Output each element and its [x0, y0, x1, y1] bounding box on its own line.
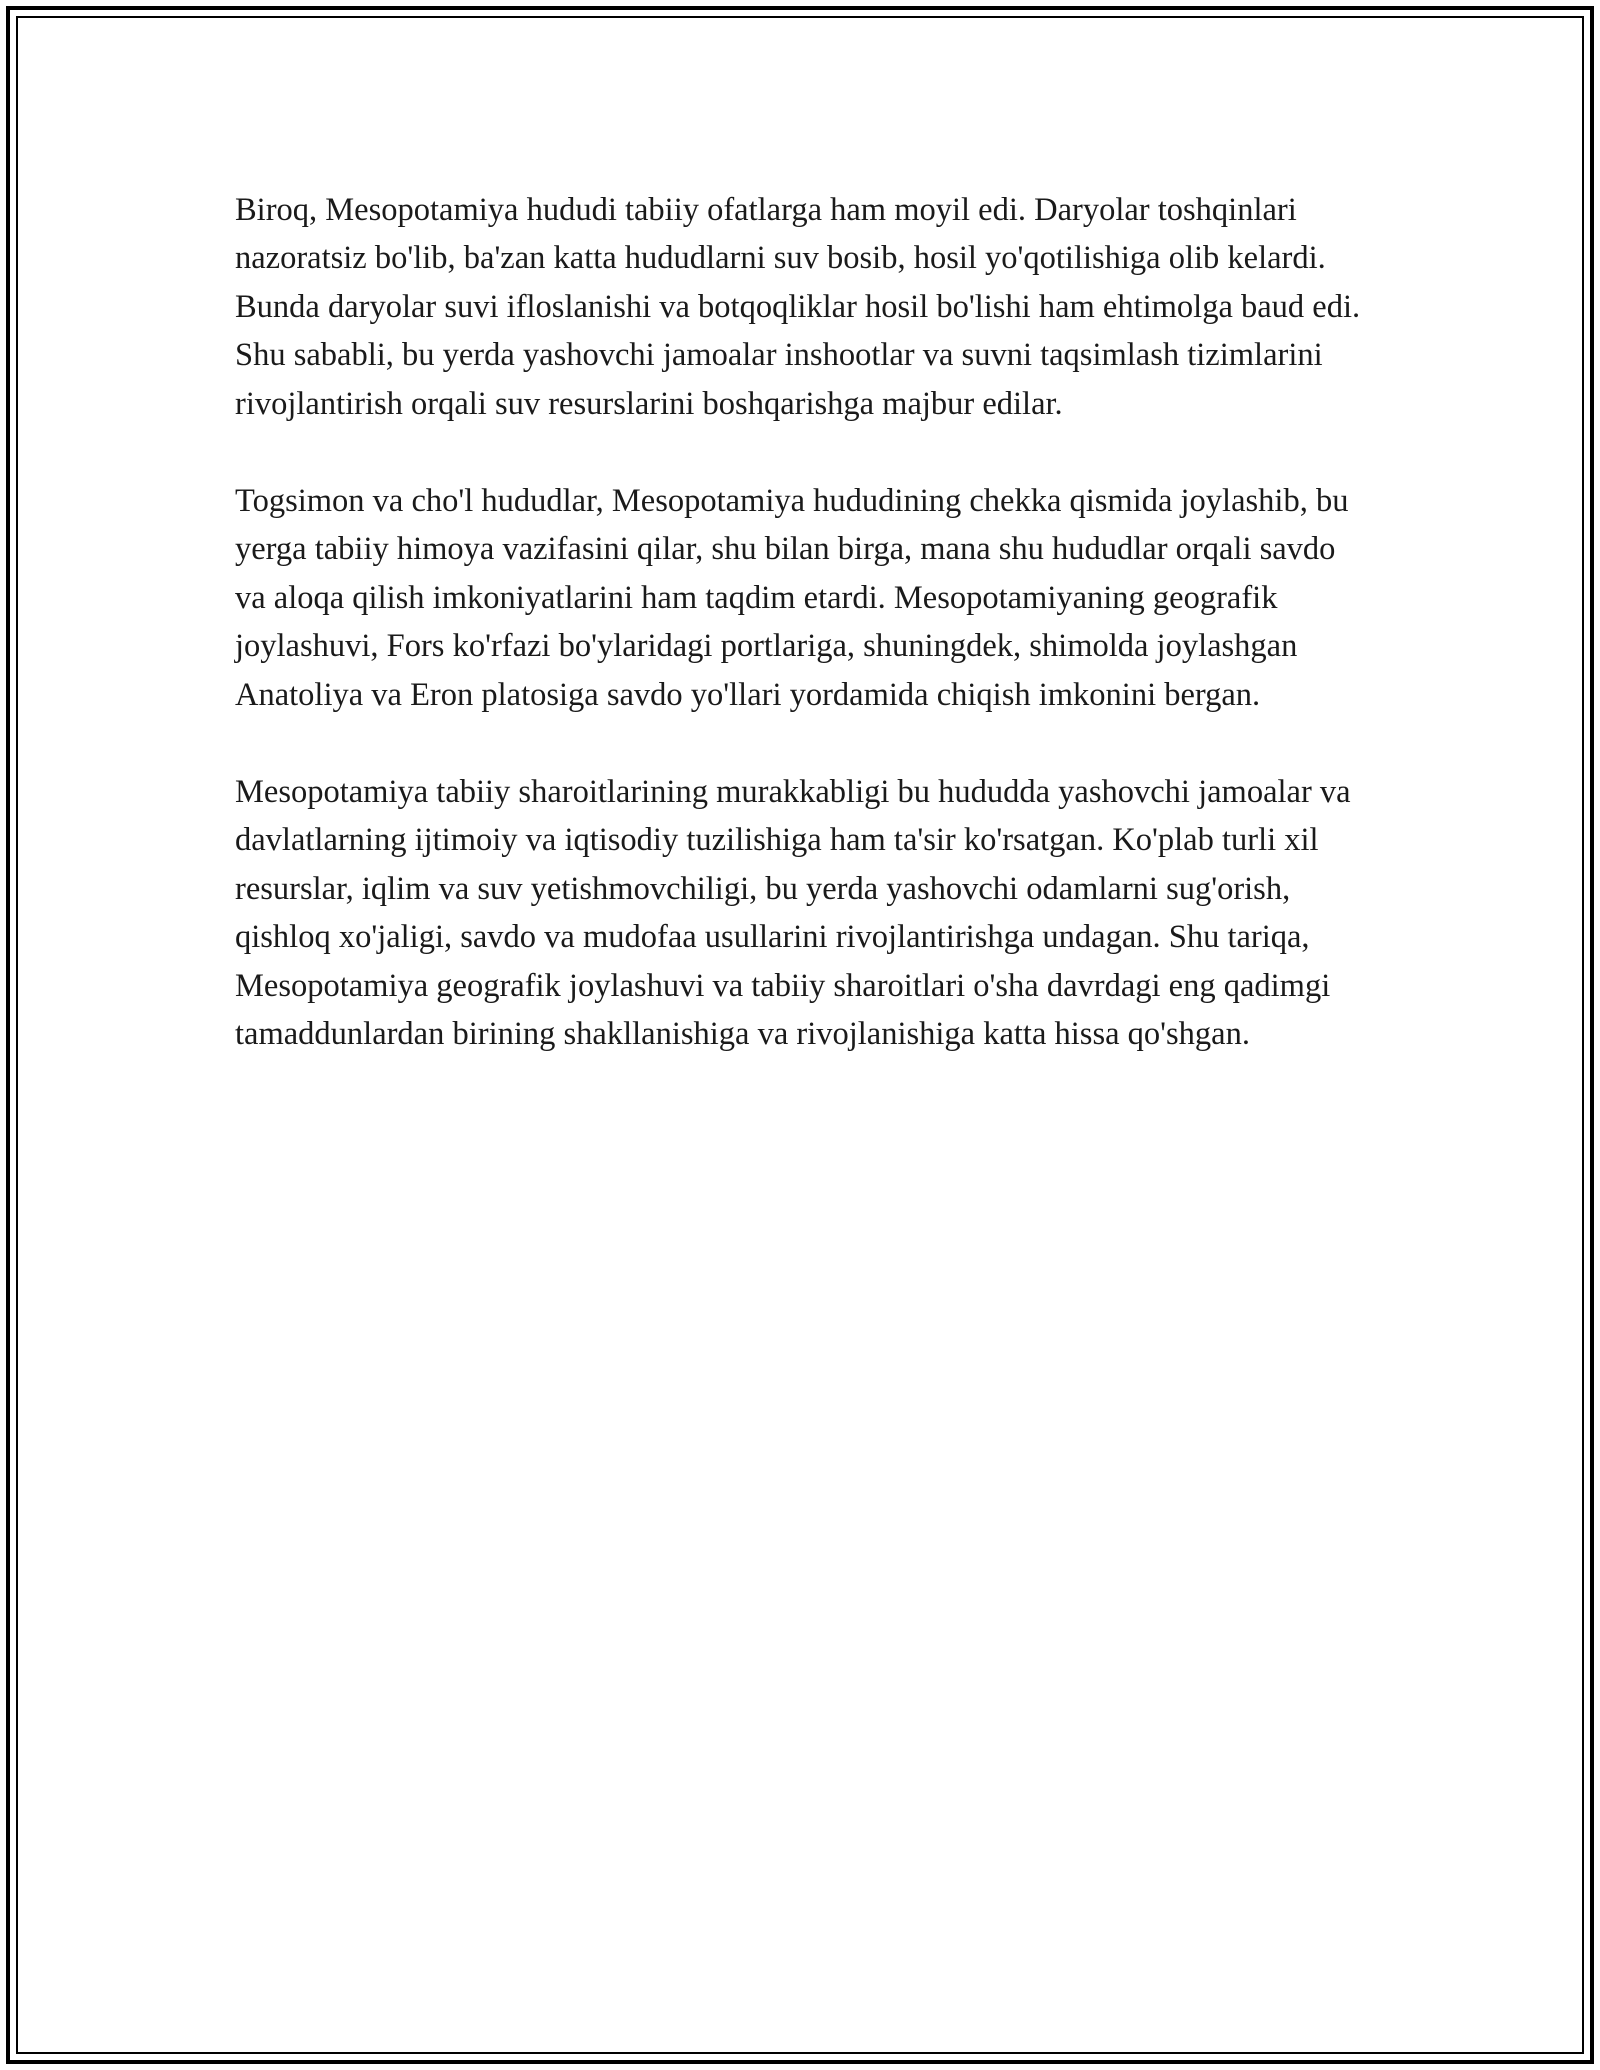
- paragraph-3: Mesopotamiya tabiiy sharoitlarining murakkabligi bu hududda yashovchi jamoalar va davlatlarning ijtimoiy va iqtisodiy tuzilishiga ham ta'sir ko'rsatgan. Ko'plab turli xil resurslar, iqlim va suv yetishmovchiligi, bu yerda yashovchi odamlarni sug'orish, qishloq xo'jaligi, savdo va mudofaa usullarini rivojlantirishga undagan. Shu tariqa, Mesopotamiya geografik joylashuvi va tabiiy sharoitlari o'sha davrdagi eng qadimgi tamaddunlardan birining shakllanishiga va rivojlanishiga katta hissa qo'shgan.: [235, 774, 1351, 1053]
- paragraph-2: Togsimon va cho'l hududlar, Mesopotamiya hududining chekka qismida joylashib, bu yerga tabiiy himoya vazifasini qilar, shu bilan birga, mana shu hududlar orqali savdo va aloqa qilish imkoniyatlarini ham taqdim etardi. Mesopotamiyaning geografik joylashuvi, Fors ko'rfazi bo'ylaridagi portlariga, shuningdek, shimolda joylashgan Anatoliya va Eron platosiga savdo yo'llari yordamida chiqish imkonini bergan.: [235, 483, 1349, 713]
- document-body: [235, 186, 1365, 1108]
- paragraph-1: Biroq, Mesopotamiya hududi tabiiy ofatlarga ham moyil edi. Daryolar toshqinlari nazoratsiz bo'lib, ba'zan katta hududlarni suv bosib, hosil yo'qotilishiga olib kelardi. Bunda daryolar suvi ifloslanishi va botqoqliklar hosil bo'lishi ham ehtimolga baud edi. Shu sababli, bu yerda yashovchi jamoalar inshootlar va suvni taqsimlash tizimlarini rivojlantirish orqali suv resurslarini boshqarishga majbur edilar.: [235, 192, 1361, 422]
